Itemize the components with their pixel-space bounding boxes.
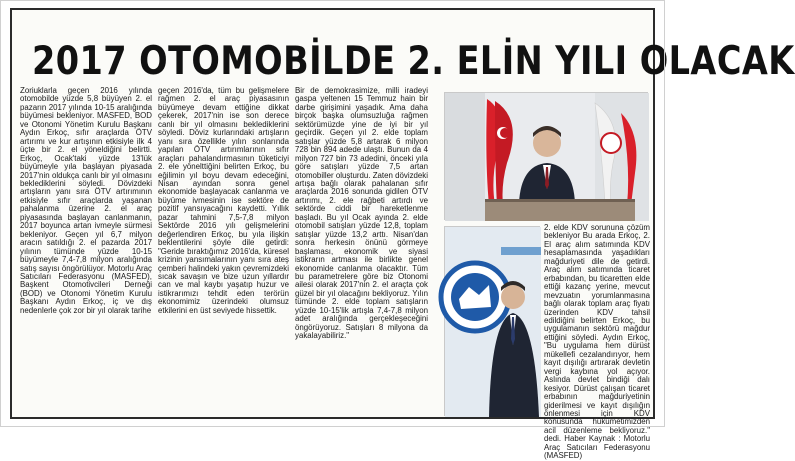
newspaper-clipping xyxy=(10,8,795,461)
article-column-4-main xyxy=(544,223,650,461)
column-4-text: 2. elde KDV sorununa çözüm bekleniyor Bu arada Erkoç, 2. El araç alım satımında KDV hesaplamasında yaşadıkları mağduriyeti dile de getirdi. Araç alım satımında ticaret erbabından, bu ticaretten elde ettiği kazanç yerine, mevcut mevzuatın yorumlanmasına bağlı olarak toplam araç fiyatı üzerinden KDV tahsil edildiğini belirten Erkoç, bu uygulamanın sektörü mağdur ettiğini söyledi. Aydın Erkoç, "Bu uygulama hem dürüst mükellefi cezalandırıyor, hem kayıt dışılığı artırarak devletin vergi kaybına yol açıyor. Aslında devlet bindiği dalı kesiyor. Dürüst çalışan ticaret erbabının mağduriyetinin giderilmesi ve kayıt dışılığın önlenmesi için KDV konusunda hükümetimizden acil düzenleme bekliyoruz." dedi. Haber Kaynak : Motorlu Araç Satıcıları Federasyonu (MASFED) xyxy=(544,223,650,461)
article-column-3 xyxy=(295,87,428,417)
photo-bottom xyxy=(444,226,540,416)
column-2-text: geçen 2016'da, tüm bu gelişmelere rağmen 2. el araç piyasasının büyümeye devam ettiğine dikkat çekerek, 2017'nin ise son derece canlı bir yıl olmasını beklediklerini söyledi. Döviz kurlarındaki artışların yanı sıra özellikle yılın sonlarında yapılan ÖTV artırımlarının sıfır araçları pahalandırmasının tüketiciyi 2. ele yönelttiğini belirten Erkoç, bu eğilimin yıl boyu devam edeceğini, Nisan ayından sonra genel ekonomide başlayacak canlanma ve büyüme ivmesinin ise sektöre de pozitif yansıyacağını kaydetti. Yıllık pazar tahmini 7,5-7,8 milyon Sektörde 2016 yılı gelişmelerini değerlendiren Erkoç, bu yıla ilişkin beklentilerini şöyle dile getirdi: "Geride bıraktığımız 2016'da, küresel krizinin yansımalarının yanı sıra ateş çemberi halindeki yakın çevremizdeki sıcak savaşın ve bize uzun yıllardır can ve mal kaybı yaşatıp huzur ve istikrarımızı tehdit eden terörün ekonomimiz üzerindeki olumsuz etkilerini en üst seviyede hissettik. xyxy=(158,86,289,315)
article-column-2 xyxy=(158,87,289,417)
headline: 2017 OTOMOBİLDE 2. ELİN YILI OLACAK xyxy=(32,39,795,84)
article-column-1 xyxy=(20,87,152,417)
photo-bottom-illustration xyxy=(445,227,541,417)
column-1-text: Zoriuklarla geçen 2016 yılında otomobilde yüzde 5,8 büyüyen 2. el pazarın 2017 yılında 10-15 aralığında büyümesi bekleniyor. MASFED, BOD ve Otonomi Yönetim Kurulu Başkanı Aydın Erkoç, sıfır araçlarda ÖTV artırımı ve kur artışının etkisiyle ilk 4 üçte bir 2. el yöneldiğini belirtti. Erkoç, Ocak'taki yüzde 13'lük büyümeyle yıla başlayan piyasada 2017'nin oldukça canlı bir yıl olmasını beklediklerini söyledi. Dövizdeki artışların yanı sıra ÖTV artırımının etkisiyle sıfır araçlarda yaşanan pahalanma üzerine 2. el araç piyasasında başlayan canlanmanın, 2017 boyunca artan ivmeyle sürmesi bekleniyor. Geçen yıl 6,7 milyon aracın satıldığı 2. el pazarda 2017 yılının tümünde yüzde 10-15 büyümeyle 7,4-7,8 milyon aralığında satış sayısı öngörülüyor. Motorlu Araç Satıcıları Federasyonu (MASFED), Başkent Otomotivcileri Derneği (BOD) ve Otonomi Yönetim Kurulu Başkanı Aydın Erkoç, iç ve dış nedenlerle çok zor bir yıl olarak tarihe xyxy=(20,86,152,315)
photo-top-illustration xyxy=(445,93,649,221)
photo-top xyxy=(444,92,648,220)
column-3-text: Bir de demokrasimize, milli iradeyi gaspa yeltenen 15 Temmuz hain bir darbe girişimini yaşadık. Ama daha birçok başka olumsuzluğa rağmen sektörümüzde yine de iyi bir yıl geçirdik. Geçen yıl 2. elde toplam satışlar yüzde 5,8 artarak 6 milyon 728 bin 894 adede ulaştı. Bunun da 4 milyon 727 bin 73 adedini, önceki yıla göre satışları yüzde 7,5 artan otomobiller oluşturdu. Zaten dövizdeki artışa bağlı olarak pahalanan sıfır araçlarda 2016 sonunda gidilen ÖTV artırımı, 2. ele rağbeti artırdı ve sektörde ciddi bir hareketlenme başladı. Bu yıl Ocak ayında 2. elde otomobil satışları yüzde 12,8, toplam satışlar yüzde 13,2 arttı. Nisan'dan sonra herkesin önünü görmeye başlaması, ekonomik ve siyasi istikrarın artması ile birlikte genel ekonomide canlanma olacaktır. Tüm bu parametrelere göre biz Otonomi ailesi olarak 2017'nin 2. el araçta çok güzel bir yıl olacağını bekliyoruz. Yılın tümünde 2. elde toplam satışların yüzde 10-15'lik artışla 7,4-7,8 milyon adet aralığında gerçekleşeceğini öngörüyoruz. Satışları 8 milyona da yakalayabiliriz." xyxy=(295,86,428,341)
